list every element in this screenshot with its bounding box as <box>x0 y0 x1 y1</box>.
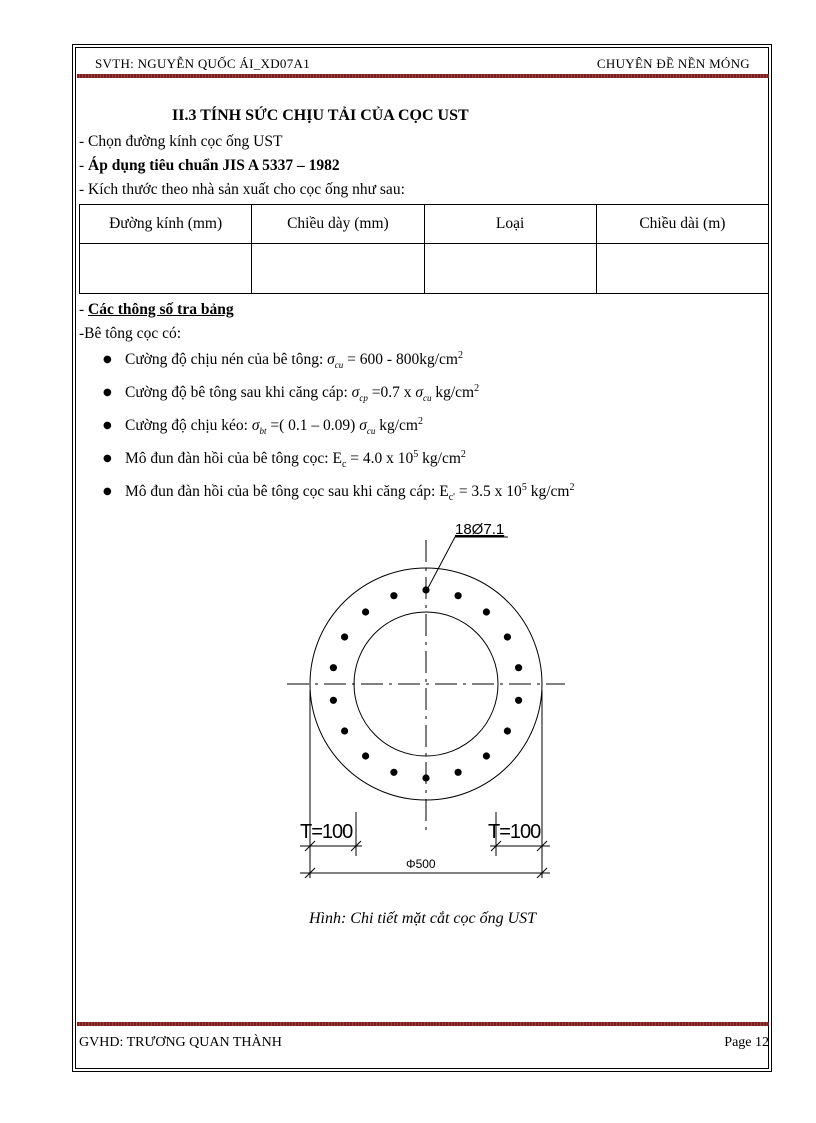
rebar-dot <box>341 633 348 640</box>
rebar-dot <box>515 664 522 671</box>
table-header: Chiều dài (m) <box>596 205 768 244</box>
rebar-dot <box>362 752 369 759</box>
list-item: ● Mô đun đàn hồi của bê tông cọc: $E_c = 4.0$ x $10^5$ $kg/cm^2$ <box>125 445 769 478</box>
rebar-leader <box>428 537 508 588</box>
size-intro-line: - Kích thước theo nhà sản xuất cho cọc ống như sau: <box>79 181 405 198</box>
rebar-dot <box>390 592 397 599</box>
rebar-dot <box>330 664 337 671</box>
right-thickness-label: T=100 <box>488 821 541 843</box>
list-item: ● Cường độ bê tông sau khi căng cáp: $\sigma_{cp} =0.7$ x $\sigma_{cu}$ $kg/cm^2$ <box>125 379 769 412</box>
params-line: - Các thông số tra bảng <box>79 301 234 318</box>
list-item: ● Cường độ chịu kéo: $\sigma_{bt}$ =( 0.1 – 0.09) $\sigma_{cu}$ $kg/cm^2$ <box>125 412 769 445</box>
list-item: ● Cường độ chịu nén của bê tông: $\sigma_{cu} = 600 - 800kg/cm^2$ <box>125 346 769 379</box>
rebar-dot <box>362 608 369 615</box>
rebar-dot <box>504 727 511 734</box>
footer-right: Page 12 <box>724 1035 769 1050</box>
rebar-dot <box>390 769 397 776</box>
choose-line: - Chọn đường kính cọc ống UST <box>79 133 283 150</box>
footer-left: GVHD: TRƯƠNG QUAN THÀNH <box>79 1035 282 1050</box>
standard-line: - Áp dụng tiêu chuẩn JIS A 5337 – 1982 <box>79 157 340 174</box>
figure-caption: Hình: Chi tiết mặt cắt cọc ống UST <box>308 910 537 927</box>
header-right: CHUYÊN ĐỀ NỀN MÓNG <box>596 56 750 71</box>
table-header: Đường kính (mm) <box>80 205 252 244</box>
left-thickness-label: T=100 <box>300 821 353 843</box>
rebar-dot <box>515 697 522 704</box>
diameter-label: Φ500 <box>406 857 436 871</box>
rebar-dot <box>330 697 337 704</box>
rebar-dot <box>341 727 348 734</box>
header-left: SVTH: NGUYỄN QUỐC ÁI_XD07A1 <box>95 56 311 71</box>
rebar-dot <box>455 769 462 776</box>
list-item: ● Mô đun đàn hồi của bê tông cọc sau khi căng cáp: $E_{c'} = 3.5$ x $10^5$ $kg/cm^2$ <box>125 478 769 511</box>
rebar-dot <box>422 774 429 781</box>
concrete-line: -Bê tông cọc có: <box>79 325 182 342</box>
page-footer <box>79 1035 769 1051</box>
rebar-label: 18Ø7.1 <box>455 521 505 538</box>
footer-rule <box>77 1022 769 1026</box>
rebar-dot <box>504 633 511 640</box>
table-header: Chiều dày (mm) <box>252 205 424 244</box>
rebar-dot <box>455 592 462 599</box>
section-title: II.3 TÍNH SỨC CHỊU TẢI CỦA CỌC UST <box>172 107 469 124</box>
rebar-dot <box>422 586 429 593</box>
table-header: Loại <box>424 205 596 244</box>
rebar-dot <box>483 752 490 759</box>
rebar-dot <box>483 608 490 615</box>
